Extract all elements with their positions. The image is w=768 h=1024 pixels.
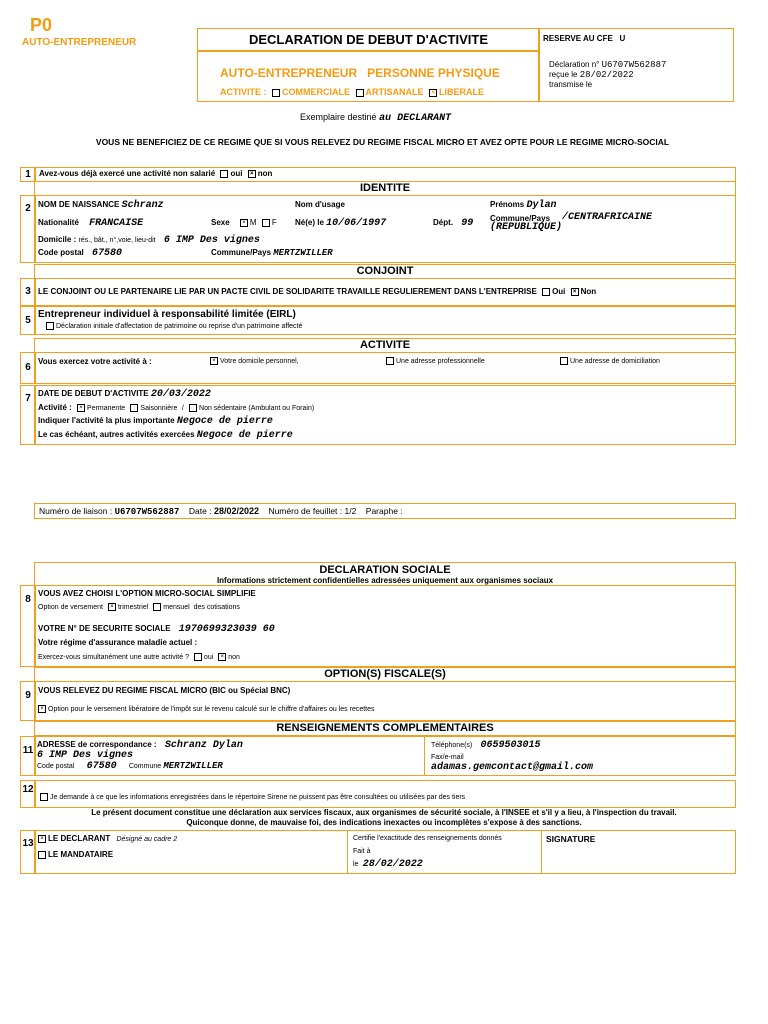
activity-type-row: ACTIVITE : COMMERCIALE ARTISANALE × LIBERALE bbox=[220, 87, 485, 97]
autre-non-checkbox[interactable]: × bbox=[218, 653, 226, 661]
permanente-checkbox[interactable]: × bbox=[77, 404, 85, 412]
sociale-header: DECLARATION SOCIALE Informations strictement confidentielles adressées uniquement aux organismes sociaux bbox=[34, 562, 736, 586]
start-date: 20/03/2022 bbox=[150, 389, 211, 400]
sirene-checkbox[interactable] bbox=[40, 793, 48, 801]
main-activity: Negoce de pierre bbox=[176, 416, 273, 427]
section-number: 2 bbox=[20, 195, 36, 263]
domiciliation-checkbox[interactable] bbox=[560, 357, 568, 365]
secu-number: 1970699323039 60 bbox=[178, 624, 275, 635]
other-activity: Negoce de pierre bbox=[196, 430, 293, 441]
liberatoire-checkbox[interactable]: × bbox=[38, 705, 46, 713]
trimestriel-checkbox[interactable]: × bbox=[108, 603, 116, 611]
correspondance-address: 6 IMP Des vignes bbox=[37, 750, 134, 761]
signature-label: SIGNATURE bbox=[546, 834, 596, 844]
birth-dept: 99 bbox=[461, 218, 474, 229]
cfe-reserve-label: RESERVE AU CFE bbox=[543, 34, 613, 43]
sociale-block: VOUS AVEZ CHOISI L'OPTION MICRO-SOCIAL SIMPLIFIE Option de versement × trimestriel mensuel des cotisations VOTRE N° DE SECURITE SOCIALE 1970699323039 60 Votre régime d'assurance maladie actuel : Exercez-vous simultanément une autre activité ? oui × non bbox=[34, 585, 736, 667]
liberale-checkbox[interactable]: × bbox=[429, 89, 437, 97]
transmitted-label: transmise le bbox=[549, 80, 593, 89]
section-number: 5 bbox=[20, 306, 36, 335]
conjoint-non-checkbox[interactable]: × bbox=[571, 288, 579, 296]
page-title: DECLARATION DE DEBUT D'ACTIVITE bbox=[197, 28, 540, 52]
address-block: ADRESSE de correspondance : Schranz Dylan 6 IMP Des vignes Code postal 67580 Commune MERTZWILLER Téléphone(s) 0659503015 Fax/e-mail adamas.gemcontact@gmail.com bbox=[34, 736, 736, 776]
section-number: 3 bbox=[20, 278, 36, 306]
section-number: 6 bbox=[20, 352, 36, 384]
identite-block: NOM DE NAISSANCE Schranz Nom d'usage Prénoms Dylan Nationalité FRANCAISE Sexe × M F Né(e) le 10/06/1997 Dépt. 99 Commune/Pays /CENTRAFRICAINE (REPUBLIQUE) Domicile : rés., bât., n°,voie, lieu-dit 6 IMP Des vignes Code postal 67580 Commune/Pays MERTZWILLER bbox=[34, 195, 736, 263]
conjoint-row: LE CONJOINT OU LE PARTENAIRE LIE PAR UN PACTE CIVIL DE SOLIDARITE TRAVAILLE REGULIEREMENT DANS L'ENTREPRISE Oui × Non bbox=[34, 278, 736, 306]
section-number: 9 bbox=[20, 681, 36, 721]
nom-value: Schranz bbox=[121, 200, 164, 211]
received-date: reçue le 28/02/2022 bbox=[549, 70, 634, 80]
commerciale-checkbox[interactable] bbox=[272, 89, 280, 97]
usage-label: Nom d'usage bbox=[295, 200, 345, 209]
sexe-f-checkbox[interactable] bbox=[262, 219, 270, 227]
correspondance-name: Schranz Dylan bbox=[164, 740, 243, 751]
artisanale-checkbox[interactable] bbox=[356, 89, 364, 97]
birth-commune: /CENTRAFRICAINE (REPUBLIQUE) bbox=[490, 212, 653, 233]
autre-oui-checkbox[interactable] bbox=[194, 653, 202, 661]
exemplaire-line: Exemplaire destiné au DECLARANT bbox=[300, 112, 452, 124]
section-number: 8 bbox=[20, 585, 36, 667]
sirene-row: Je demande à ce que les informations enregistrées dans le répertoire Sirene ne puissent pas être consultées ou utilisées par des tiers bbox=[34, 780, 736, 808]
activity-location-row: Vous exercez votre activité à : × Votre domicile personnel, Une adresse professionnelle Une adresse de domiciliation bbox=[34, 352, 736, 384]
regime-warning: VOUS NE BENEFICIEZ DE CE REGIME QUE SI VOUS RELEVEZ DU REGIME FISCAL MICRO ET AVEZ OPTE POUR LE REGIME MICRO-SOCIAL bbox=[95, 137, 670, 147]
liaison-number: U6707W562887 bbox=[114, 507, 180, 517]
s1-oui-checkbox[interactable] bbox=[220, 170, 228, 178]
eirl-row: Entrepreneur individuel à responsabilité limitée (EIRL) Déclaration initiale d'affectation de patrimoine ou reprise d'un patrimoine affecté bbox=[34, 306, 736, 335]
section-number: 11 bbox=[20, 736, 36, 776]
section-number: 1 bbox=[20, 167, 36, 182]
section-number: 12 bbox=[20, 780, 36, 808]
domicile-commune: MERTZWILLER bbox=[273, 248, 333, 258]
mensuel-checkbox[interactable] bbox=[153, 603, 161, 611]
divider bbox=[424, 737, 425, 775]
paraphe-label: Paraphe : bbox=[365, 506, 403, 516]
eirl-checkbox[interactable] bbox=[46, 322, 54, 330]
sexe-m-checkbox[interactable]: × bbox=[240, 219, 248, 227]
nationalite-value: FRANCAISE bbox=[89, 218, 144, 229]
certification-box: Certifie l'exactitude des renseignements donnés Fait à le 28/02/2022 bbox=[347, 831, 542, 873]
identite-header: IDENTITE bbox=[34, 181, 736, 196]
saisonniere-checkbox[interactable] bbox=[130, 404, 138, 412]
complementaires-header: RENSEIGNEMENTS COMPLEMENTAIRES bbox=[34, 721, 736, 736]
cfe-box bbox=[538, 28, 734, 102]
domicile-value: 6 IMP Des vignes bbox=[163, 235, 260, 246]
correspondance-postal: 67580 bbox=[86, 761, 117, 772]
non-sedentaire-checkbox[interactable] bbox=[189, 404, 197, 412]
telephone: 0659503015 bbox=[480, 740, 541, 751]
declaration-number: Déclaration n° U6707W562887 bbox=[549, 60, 667, 70]
birth-date: 10/06/1997 bbox=[326, 218, 387, 229]
feuillet-number: Numéro de feuillet : 1/2 bbox=[268, 506, 357, 516]
activite-header: ACTIVITE bbox=[34, 338, 736, 353]
form-logo: P0 bbox=[30, 15, 53, 35]
mandataire-checkbox[interactable] bbox=[38, 851, 46, 859]
domicile-checkbox[interactable]: × bbox=[210, 357, 218, 365]
section-number: 13 bbox=[20, 830, 36, 874]
postal-code: 67580 bbox=[92, 248, 123, 259]
signature-block: × LE DECLARANT Désigné au cadre 2 LE MANDATAIRE Certifie l'exactitude des renseignements donnés Fait à le 28/02/2022 SIGNATURE bbox=[34, 830, 736, 874]
conjoint-oui-checkbox[interactable] bbox=[542, 288, 550, 296]
section-number: 7 bbox=[20, 385, 36, 445]
signature-date: 28/02/2022 bbox=[362, 859, 423, 870]
prenoms-value: Dylan bbox=[526, 200, 557, 211]
adresse-pro-checkbox[interactable] bbox=[386, 357, 394, 365]
correspondance-commune: MERTZWILLER bbox=[163, 761, 223, 771]
eirl-title: Entrepreneur individuel à responsabilité limitée (EIRL) bbox=[38, 309, 296, 320]
fiscale-block: VOUS RELEVEZ DU REGIME FISCAL MICRO (BIC ou Spécial BNC) × Option pour le versement libératoire de l'impôt sur le revenu calculé sur le chiffre d'affaires ou les recettes bbox=[34, 681, 736, 721]
liaison-date: 28/02/2022 bbox=[213, 506, 259, 516]
nom-label: NOM DE NAISSANCE bbox=[38, 200, 120, 209]
declarant-checkbox[interactable]: × bbox=[38, 835, 46, 843]
email: adamas.gemcontact@gmail.com bbox=[431, 762, 594, 773]
section-1-row: Avez-vous déjà exercé une activité non salarié oui × non bbox=[34, 167, 736, 182]
activity-details: DATE DE DEBUT D'ACTIVITE 20/03/2022 Activité : × Permanente Saisonnière / Non sédentaire (Ambulant ou Forain) Indiquer l'activité la plus importante Negoce de pierre Le cas échéant, autres activités exercées Negoce de pierre bbox=[34, 385, 736, 445]
legal-notice: Le présent document constitue une déclaration aux services fiscaux, aux organismes de sécurité sociale, à l'INSEE et s'il y a lieu, à l'inspection du travail. Quiconque donne, de mauvaise foi, des indications inexactes ou incomplètes s'expose à des sanctions. bbox=[91, 808, 677, 827]
liaison-row: Numéro de liaison : U6707W562887 Date : 28/02/2022 Numéro de feuillet : 1/2 Paraphe : bbox=[34, 503, 736, 519]
form-logo-subtitle: AUTO-ENTREPRENEUR bbox=[22, 37, 137, 48]
cfe-code: U bbox=[619, 34, 626, 43]
form-subtitle: AUTO-ENTREPRENEUR PERSONNE PHYSIQUE bbox=[220, 66, 500, 80]
fiscale-header: OPTION(S) FISCALE(S) bbox=[34, 667, 736, 682]
s1-non-checkbox[interactable]: × bbox=[248, 170, 256, 178]
conjoint-header: CONJOINT bbox=[34, 264, 736, 279]
